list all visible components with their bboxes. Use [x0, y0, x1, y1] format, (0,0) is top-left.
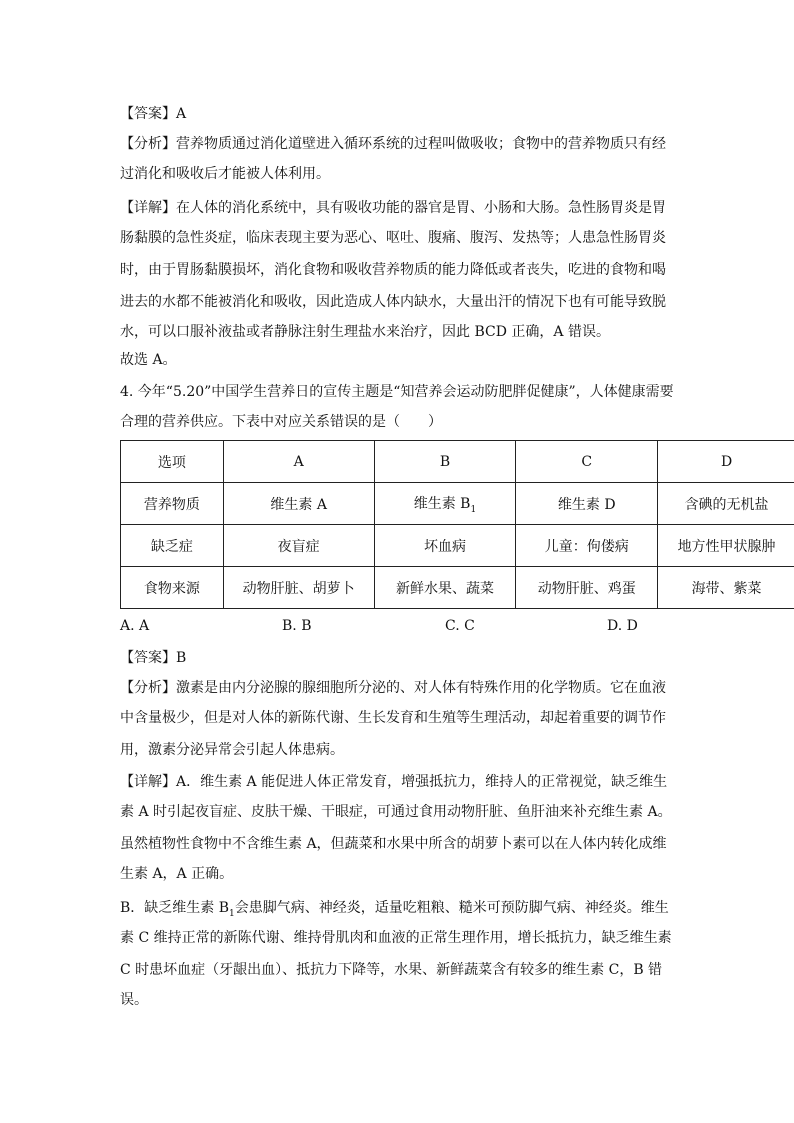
- q3-detail-line-4: 进去的水都不能被消化和吸收，因此造成人体内缺水，大量出汗的情况下也有可能导致脱: [120, 294, 666, 310]
- table-cell: 地方性甲状腺肿: [658, 525, 794, 567]
- q3-conclusion: 故选 A。: [120, 352, 177, 368]
- detail-tag: 【详解】: [120, 774, 176, 790]
- table-cell: D: [658, 441, 794, 483]
- table-cell: B: [374, 441, 516, 483]
- table-cell: 选项: [121, 441, 224, 483]
- choice-b: B. B: [282, 618, 312, 634]
- table-cell: 维生素 A: [223, 483, 374, 525]
- table-cell: 海带、紫菜: [658, 567, 794, 609]
- table-cell: 夜盲症: [223, 525, 374, 567]
- table-cell: 新鲜水果、蔬菜: [374, 567, 516, 609]
- q3-detail-line-2: 肠黏膜的急性炎症，临床表现主要为恶心、呕吐、腹痛、腹泻、发热等；人患急性肠胃炎: [120, 230, 666, 246]
- table-cell: 含碘的无机盐: [658, 483, 794, 525]
- options-table: [120, 440, 794, 609]
- table-cell: 营养物质: [121, 483, 224, 525]
- q3-detail-line-3: 时，由于胃肠黏膜损坏，消化食物和吸收营养物质的能力降低或者丧失，吃进的食物和喝: [120, 262, 666, 278]
- q4-detail-b-line-1: B．缺乏维生素 $B_1$会患脚气病、神经炎，适量吃粗粮、糙米可预防脚气病、神经炎。维生: [120, 900, 669, 919]
- table-row: [121, 483, 794, 525]
- table-cell: 动物肝脏、胡萝卜: [223, 567, 374, 609]
- q4-detail-b-line-4: 误。: [120, 992, 148, 1008]
- subscript: 1: [470, 504, 477, 515]
- table-cell: 维生素 $B_1$: [374, 483, 516, 525]
- q4-analysis-line-3: 用，激素分泌异常会引起人体患病。: [120, 742, 344, 758]
- q3-detail-line-1: 【详解】在人体的消化系统中，具有吸收功能的器官是胃、小肠和大肠。急性肠胃炎是胃: [120, 200, 666, 216]
- table-cell: 动物肝脏、鸡蛋: [516, 567, 658, 609]
- table-row: [121, 567, 794, 609]
- q3-analysis-line-2: 过消化和吸收后才能被人体利用。: [120, 166, 330, 182]
- table-cell: 缺乏症: [121, 525, 224, 567]
- q4-detail-b-line-2: 素 C 维持正常的新陈代谢、维持骨肌肉和血液的正常生理作用，增长抵抗力，缺乏维生素: [120, 930, 672, 946]
- table-cell: 儿童：佝偻病: [516, 525, 658, 567]
- answer-tag: 【答案】: [120, 650, 176, 666]
- answer-value: A: [176, 106, 187, 122]
- table-cell: 食物来源: [121, 567, 224, 609]
- table-row: [121, 525, 794, 567]
- choice-c: C. C: [445, 618, 475, 634]
- q4-detail-line-4: 生素 A，A 正确。: [120, 866, 234, 882]
- answer-value: B: [176, 650, 187, 666]
- choice-a: A. A: [120, 618, 150, 634]
- q4-detail-b-line-3: C 时患坏血症（牙龈出血）、抵抗力下降等，水果、新鲜蔬菜含有较多的维生素 C，B 错: [120, 962, 663, 978]
- analysis-tag: 【分析】: [120, 680, 176, 696]
- q3-analysis-line-1: 【分析】营养物质通过消化道壁进入循环系统的过程叫做吸收；食物中的营养物质只有经: [120, 136, 666, 152]
- q4-analysis-line-2: 中含量极少，但是对人体的新陈代谢、生长发育和生殖等生理活动，却起着重要的调节作: [120, 710, 666, 726]
- table-cell: C: [516, 441, 658, 483]
- q4-detail-line-2: 素 A 时引起夜盲症、皮肤干燥、干眼症，可通过食用动物肝脏、鱼肝油来补充维生素 A。: [120, 804, 672, 820]
- q4-choices: [120, 616, 680, 636]
- subscript: 1: [229, 908, 235, 919]
- q4-analysis-line-1: 【分析】激素是由内分泌腺的腺细胞所分泌的、对人体有特殊作用的化学物质。它在血液: [120, 680, 666, 696]
- table-row: [121, 441, 794, 483]
- analysis-tag: 【分析】: [120, 136, 176, 152]
- q4-detail-line-1: 【详解】A．维生素 A 能促进人体正常发育，增强抵抗力，维持人的正常视觉，缺乏维生: [120, 774, 668, 790]
- q3-detail-line-5: 水，可以口服补液盐或者静脉注射生理盐水来治疗，因此 BCD 正确，A 错误。: [120, 324, 610, 340]
- q3-answer: [120, 104, 680, 124]
- detail-tag: 【详解】: [120, 200, 176, 216]
- q4-detail-line-3: 虽然植物性食物中不含维生素 A，但蔬菜和水果中所含的胡萝卜素可以在人体内转化成维: [120, 836, 667, 852]
- q4-stem-line-2: 合理的营养供应。下表中对应关系错误的是（ ）: [120, 414, 442, 430]
- table-cell: 维生素 D: [516, 483, 658, 525]
- table-cell: A: [223, 441, 374, 483]
- table-cell: 坏血病: [374, 525, 516, 567]
- q4-stem-line-1: 4. 今年“5.20”中国学生营养日的宣传主题是“知营养会运动防肥胖促健康”，人体健康需要: [120, 384, 674, 400]
- answer-tag: 【答案】: [120, 106, 176, 122]
- q4-answer: [120, 648, 680, 668]
- choice-d: D. D: [607, 618, 638, 634]
